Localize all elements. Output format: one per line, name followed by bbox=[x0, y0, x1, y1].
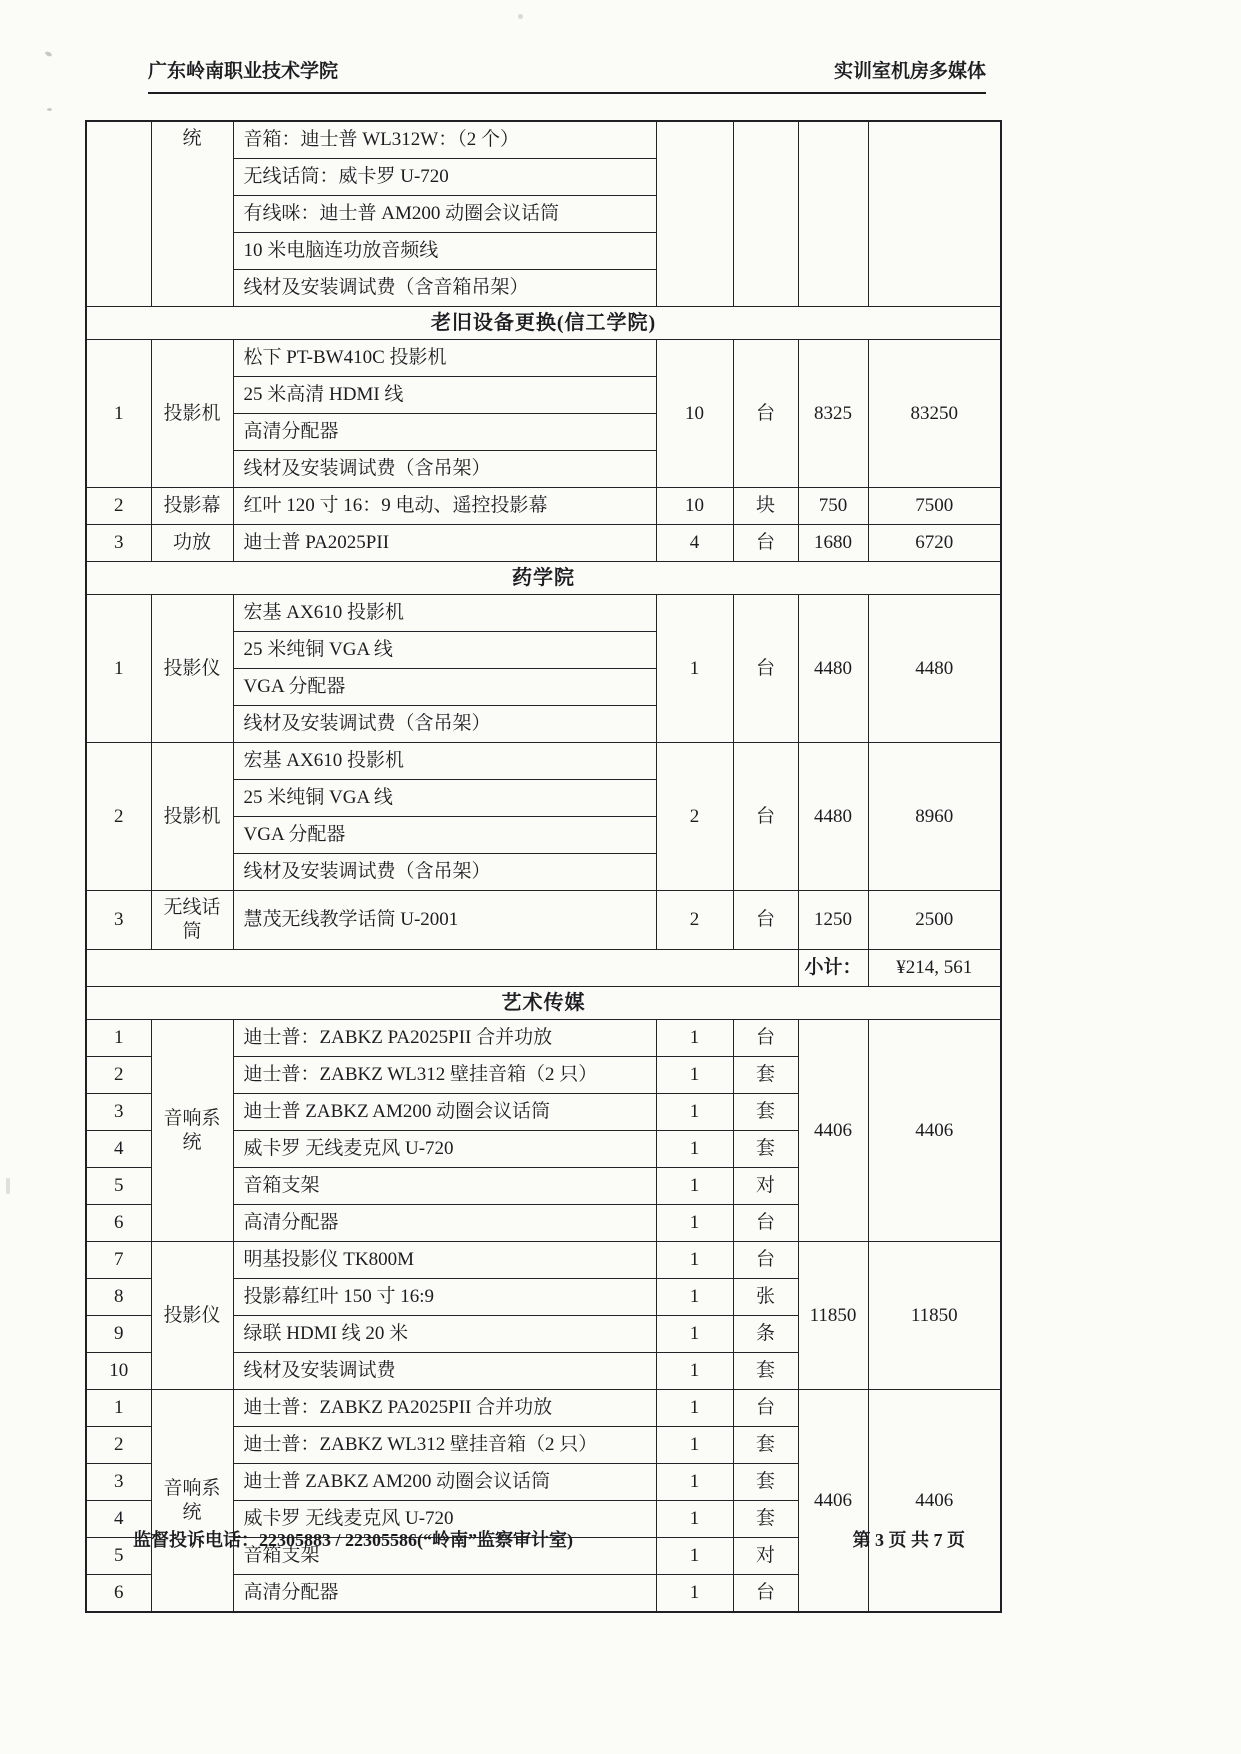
col-qty: 10 bbox=[656, 488, 733, 525]
col-no bbox=[86, 121, 151, 307]
section-header-row bbox=[86, 987, 1001, 1020]
col-price bbox=[798, 121, 868, 307]
col-unit: 套 bbox=[733, 1464, 798, 1501]
col-unit: 对 bbox=[733, 1168, 798, 1205]
col-no: 9 bbox=[86, 1316, 151, 1353]
col-no: 7 bbox=[86, 1242, 151, 1279]
col-no: 6 bbox=[86, 1205, 151, 1242]
col-total: 7500 bbox=[868, 488, 1001, 525]
col-no: 10 bbox=[86, 1353, 151, 1390]
table-row bbox=[86, 340, 1001, 377]
scan-artifact bbox=[44, 51, 52, 58]
header-doc-title: 实训室机房多媒体 bbox=[833, 61, 986, 82]
col-unit: 台 bbox=[733, 1242, 798, 1279]
col-name: 功放 bbox=[151, 525, 233, 562]
col-total: 83250 bbox=[868, 340, 1001, 488]
page-footer bbox=[133, 1526, 965, 1552]
col-total: 2500 bbox=[868, 891, 1001, 950]
col-no: 1 bbox=[86, 340, 151, 488]
col-no: 3 bbox=[86, 525, 151, 562]
table-row bbox=[86, 595, 1001, 632]
col-qty bbox=[656, 121, 733, 307]
subtotal-row bbox=[86, 950, 1001, 987]
col-unit bbox=[733, 121, 798, 307]
equipment-table bbox=[85, 120, 1002, 1613]
col-desc: 音箱支架 bbox=[233, 1538, 656, 1575]
col-desc: 迪士普：ZABKZ WL312 壁挂音箱（2 只） bbox=[233, 1427, 656, 1464]
col-desc: 25 米纯铜 VGA 线 bbox=[233, 780, 656, 817]
col-no: 3 bbox=[86, 1464, 151, 1501]
col-qty: 1 bbox=[656, 1168, 733, 1205]
col-desc: 线材及安装调试费（含吊架） bbox=[233, 451, 656, 488]
col-desc: 音箱支架 bbox=[233, 1168, 656, 1205]
col-qty: 2 bbox=[656, 891, 733, 950]
col-qty: 2 bbox=[656, 743, 733, 891]
col-no: 6 bbox=[86, 1575, 151, 1613]
col-qty: 1 bbox=[656, 1020, 733, 1057]
col-qty: 1 bbox=[656, 1205, 733, 1242]
col-total: 11850 bbox=[868, 1242, 1001, 1390]
col-name: 统 bbox=[151, 121, 233, 307]
col-no: 2 bbox=[86, 1427, 151, 1464]
col-desc: 高清分配器 bbox=[233, 414, 656, 451]
col-price: 750 bbox=[798, 488, 868, 525]
col-name: 无线话筒 bbox=[151, 891, 233, 950]
col-desc: 高清分配器 bbox=[233, 1205, 656, 1242]
col-desc: 投影幕红叶 150 寸 16:9 bbox=[233, 1279, 656, 1316]
col-desc: 绿联 HDMI 线 20 米 bbox=[233, 1316, 656, 1353]
col-qty: 1 bbox=[656, 1390, 733, 1427]
scan-artifact bbox=[518, 14, 523, 19]
col-desc: 线材及安装调试费 bbox=[233, 1353, 656, 1390]
subtotal-spacer bbox=[86, 950, 798, 987]
scan-artifact bbox=[47, 108, 52, 111]
section-title: 艺术传媒 bbox=[86, 987, 1001, 1020]
col-desc: 红叶 120 寸 16：9 电动、遥控投影幕 bbox=[233, 488, 656, 525]
col-desc: VGA 分配器 bbox=[233, 817, 656, 854]
col-desc: 明基投影仪 TK800M bbox=[233, 1242, 656, 1279]
col-no: 2 bbox=[86, 488, 151, 525]
col-unit: 对 bbox=[733, 1538, 798, 1575]
col-qty: 4 bbox=[656, 525, 733, 562]
col-unit: 张 bbox=[733, 1279, 798, 1316]
col-qty: 1 bbox=[656, 1575, 733, 1613]
col-no: 2 bbox=[86, 743, 151, 891]
col-desc: 迪士普：ZABKZ PA2025PII 合并功放 bbox=[233, 1020, 656, 1057]
col-qty: 1 bbox=[656, 1242, 733, 1279]
col-desc: 线材及安装调试费（含吊架） bbox=[233, 706, 656, 743]
col-desc: 迪士普：ZABKZ WL312 壁挂音箱（2 只） bbox=[233, 1057, 656, 1094]
col-price: 8325 bbox=[798, 340, 868, 488]
col-no: 3 bbox=[86, 891, 151, 950]
col-unit: 套 bbox=[733, 1501, 798, 1538]
col-desc: 迪士普 ZABKZ AM200 动圈会议话筒 bbox=[233, 1464, 656, 1501]
table-row bbox=[86, 1390, 1001, 1427]
col-no: 1 bbox=[86, 595, 151, 743]
table-row bbox=[86, 743, 1001, 780]
col-unit: 台 bbox=[733, 1575, 798, 1613]
col-price: 11850 bbox=[798, 1242, 868, 1390]
col-no: 1 bbox=[86, 1020, 151, 1057]
col-name: 投影仪 bbox=[151, 1242, 233, 1390]
col-total: 4406 bbox=[868, 1390, 1001, 1613]
col-total: 4406 bbox=[868, 1020, 1001, 1242]
col-qty: 1 bbox=[656, 595, 733, 743]
col-unit: 套 bbox=[733, 1427, 798, 1464]
col-no: 4 bbox=[86, 1501, 151, 1538]
col-name: 投影仪 bbox=[151, 595, 233, 743]
col-unit: 台 bbox=[733, 1390, 798, 1427]
col-desc: 迪士普 PA2025PII bbox=[233, 525, 656, 562]
col-unit: 套 bbox=[733, 1057, 798, 1094]
col-qty: 1 bbox=[656, 1427, 733, 1464]
col-name: 音响系统 bbox=[151, 1390, 233, 1613]
col-desc: 10 米电脑连功放音频线 bbox=[233, 233, 656, 270]
col-desc: 无线话筒：威卡罗 U-720 bbox=[233, 159, 656, 196]
section-title: 药学院 bbox=[86, 562, 1001, 595]
col-price: 4406 bbox=[798, 1390, 868, 1613]
col-no: 5 bbox=[86, 1538, 151, 1575]
col-desc: 宏基 AX610 投影机 bbox=[233, 595, 656, 632]
col-no: 8 bbox=[86, 1279, 151, 1316]
col-total bbox=[868, 121, 1001, 307]
col-desc: 25 米纯铜 VGA 线 bbox=[233, 632, 656, 669]
col-no: 4 bbox=[86, 1131, 151, 1168]
col-unit: 台 bbox=[733, 743, 798, 891]
col-qty: 1 bbox=[656, 1279, 733, 1316]
footer-page-number: 第 3 页 共 7 页 bbox=[852, 1530, 965, 1550]
footer-complaint-hotline: 监督投诉电话：22305883 / 22305586(“岭南”监察审计室) bbox=[133, 1530, 573, 1550]
col-desc: 音箱：迪士普 WL312W：（2 个） bbox=[233, 121, 656, 159]
col-no: 1 bbox=[86, 1390, 151, 1427]
col-desc: 慧茂无线教学话筒 U-2001 bbox=[233, 891, 656, 950]
col-desc: 威卡罗 无线麦克风 U-720 bbox=[233, 1131, 656, 1168]
col-total: 6720 bbox=[868, 525, 1001, 562]
col-desc: 迪士普：ZABKZ PA2025PII 合并功放 bbox=[233, 1390, 656, 1427]
col-unit: 台 bbox=[733, 340, 798, 488]
col-no: 3 bbox=[86, 1094, 151, 1131]
col-qty: 1 bbox=[656, 1538, 733, 1575]
col-no: 2 bbox=[86, 1057, 151, 1094]
col-unit: 台 bbox=[733, 1020, 798, 1057]
col-desc: 线材及安装调试费（含音箱吊架） bbox=[233, 270, 656, 307]
col-unit: 台 bbox=[733, 1205, 798, 1242]
section-header-row bbox=[86, 562, 1001, 595]
header-school-name: 广东岭南职业技术学院 bbox=[148, 61, 339, 82]
col-unit: 套 bbox=[733, 1353, 798, 1390]
col-price: 4406 bbox=[798, 1020, 868, 1242]
subtotal-label: 小计： bbox=[798, 950, 868, 987]
col-name: 音响系统 bbox=[151, 1020, 233, 1242]
col-desc: 25 米高清 HDMI 线 bbox=[233, 377, 656, 414]
col-price: 1250 bbox=[798, 891, 868, 950]
table-row bbox=[86, 891, 1001, 950]
col-unit: 套 bbox=[733, 1094, 798, 1131]
col-desc: 有线咪：迪士普 AM200 动圈会议话筒 bbox=[233, 196, 656, 233]
col-qty: 1 bbox=[656, 1353, 733, 1390]
col-total: 8960 bbox=[868, 743, 1001, 891]
scan-artifact bbox=[6, 1178, 10, 1194]
col-desc: 威卡罗 无线麦克风 U-720 bbox=[233, 1501, 656, 1538]
col-qty: 1 bbox=[656, 1094, 733, 1131]
col-desc: 松下 PT-BW410C 投影机 bbox=[233, 340, 656, 377]
col-desc: 高清分配器 bbox=[233, 1575, 656, 1613]
table-row bbox=[86, 121, 1001, 159]
table-row bbox=[86, 1242, 1001, 1279]
col-unit: 套 bbox=[733, 1131, 798, 1168]
col-unit: 台 bbox=[733, 891, 798, 950]
section-title: 老旧设备更换(信工学院) bbox=[86, 307, 1001, 340]
col-name: 投影机 bbox=[151, 743, 233, 891]
col-qty: 1 bbox=[656, 1464, 733, 1501]
col-no: 5 bbox=[86, 1168, 151, 1205]
col-desc: VGA 分配器 bbox=[233, 669, 656, 706]
col-qty: 1 bbox=[656, 1316, 733, 1353]
col-qty: 1 bbox=[656, 1501, 733, 1538]
col-desc: 宏基 AX610 投影机 bbox=[233, 743, 656, 780]
col-unit: 台 bbox=[733, 595, 798, 743]
section-header-row bbox=[86, 307, 1001, 340]
col-price: 4480 bbox=[798, 595, 868, 743]
col-price: 1680 bbox=[798, 525, 868, 562]
col-name: 投影幕 bbox=[151, 488, 233, 525]
page-header bbox=[148, 56, 986, 94]
table-row bbox=[86, 1020, 1001, 1057]
col-unit: 块 bbox=[733, 488, 798, 525]
col-qty: 1 bbox=[656, 1131, 733, 1168]
table-row bbox=[86, 525, 1001, 562]
col-total: 4480 bbox=[868, 595, 1001, 743]
col-desc: 线材及安装调试费（含吊架） bbox=[233, 854, 656, 891]
table-row bbox=[86, 488, 1001, 525]
col-desc: 迪士普 ZABKZ AM200 动圈会议话筒 bbox=[233, 1094, 656, 1131]
col-price: 4480 bbox=[798, 743, 868, 891]
col-unit: 台 bbox=[733, 525, 798, 562]
col-name: 投影机 bbox=[151, 340, 233, 488]
col-qty: 10 bbox=[656, 340, 733, 488]
col-unit: 条 bbox=[733, 1316, 798, 1353]
col-qty: 1 bbox=[656, 1057, 733, 1094]
subtotal-value: ¥214, 561 bbox=[868, 950, 1001, 987]
